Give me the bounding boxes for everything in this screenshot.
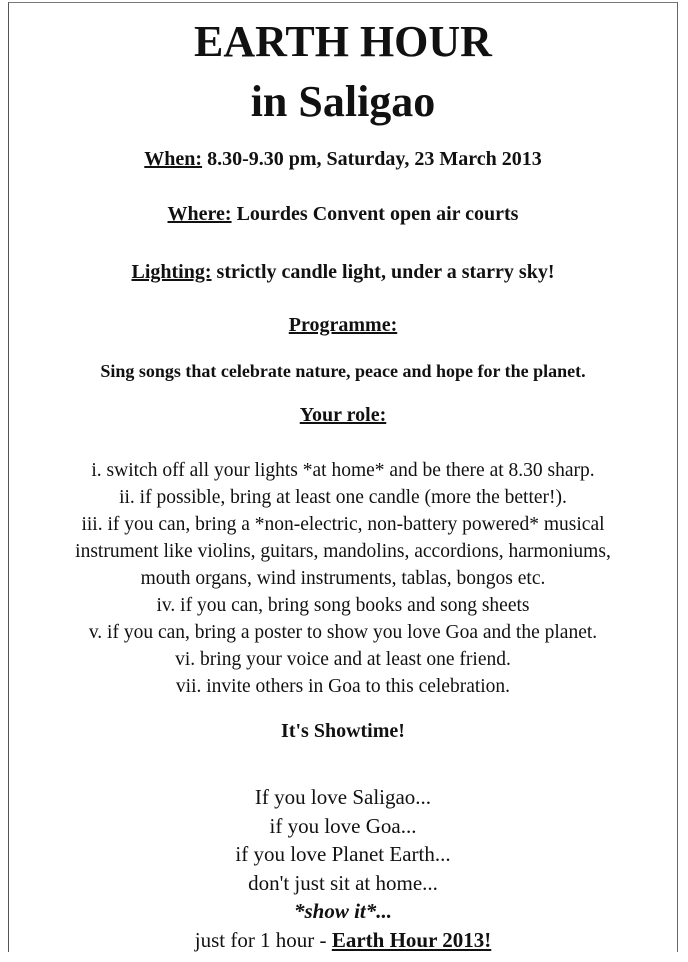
closing-verse xyxy=(9,783,677,954)
role-item: instrument like violins, guitars, mandolins, accordions, harmoniums, xyxy=(75,541,611,562)
role-list xyxy=(9,457,677,700)
final-prefix: just for 1 hour - xyxy=(194,927,332,952)
closing-line: if you love Planet Earth... xyxy=(235,842,451,866)
role-heading-wrap xyxy=(9,404,677,427)
title-line-2: in Saligao xyxy=(250,77,436,126)
role-item: iii. if you can, bring a *non-electric, non-battery powered* musical xyxy=(81,514,605,535)
role-item: mouth organs, wind instruments, tablas, bongos etc. xyxy=(140,568,546,589)
lighting-line xyxy=(9,261,677,284)
where-label: Where: xyxy=(167,203,232,225)
role-item: i. switch off all your lights *at home* and be there at 8.30 sharp. xyxy=(91,460,595,481)
role-item: vi. bring your voice and at least one friend. xyxy=(175,649,511,670)
closing-line: don't just sit at home... xyxy=(248,870,438,895)
show-it-emphasis: *show it*... xyxy=(293,899,393,923)
role-item: v. if you can, bring a poster to show you love Goa and the planet. xyxy=(88,622,598,643)
programme-heading-wrap xyxy=(9,314,677,337)
role-item: ii. if possible, bring at least one candle (more the better!). xyxy=(119,487,567,508)
where-value: Lourdes Convent open air courts xyxy=(231,203,519,225)
programme-heading: Programme: xyxy=(288,314,398,336)
closing-line: If you love Saligao... xyxy=(254,785,432,809)
role-item: vii. invite others in Goa to this celebration. xyxy=(175,676,511,697)
showtime-heading: It's Showtime! xyxy=(281,720,405,742)
closing-line: if you love Goa... xyxy=(269,813,417,838)
lighting-label: Lighting: xyxy=(131,261,212,283)
flyer xyxy=(8,2,678,952)
lighting-value: strictly candle light, under a starry sky! xyxy=(211,261,555,283)
programme-text: Sing songs that celebrate nature, peace and hope for the planet. xyxy=(100,361,586,381)
where-line xyxy=(9,203,677,226)
when-line xyxy=(9,148,677,171)
role-heading: Your role: xyxy=(299,404,387,426)
final-event: Earth Hour 2013! xyxy=(331,927,492,952)
final-line xyxy=(9,926,677,955)
title-line-1: EARTH HOUR xyxy=(194,17,492,66)
role-item: iv. if you can, bring song books and song sheets xyxy=(156,595,530,616)
when-label: When: xyxy=(144,148,203,170)
when-value: 8.30-9.30 pm, Saturday, 23 March 2013 xyxy=(202,148,542,170)
